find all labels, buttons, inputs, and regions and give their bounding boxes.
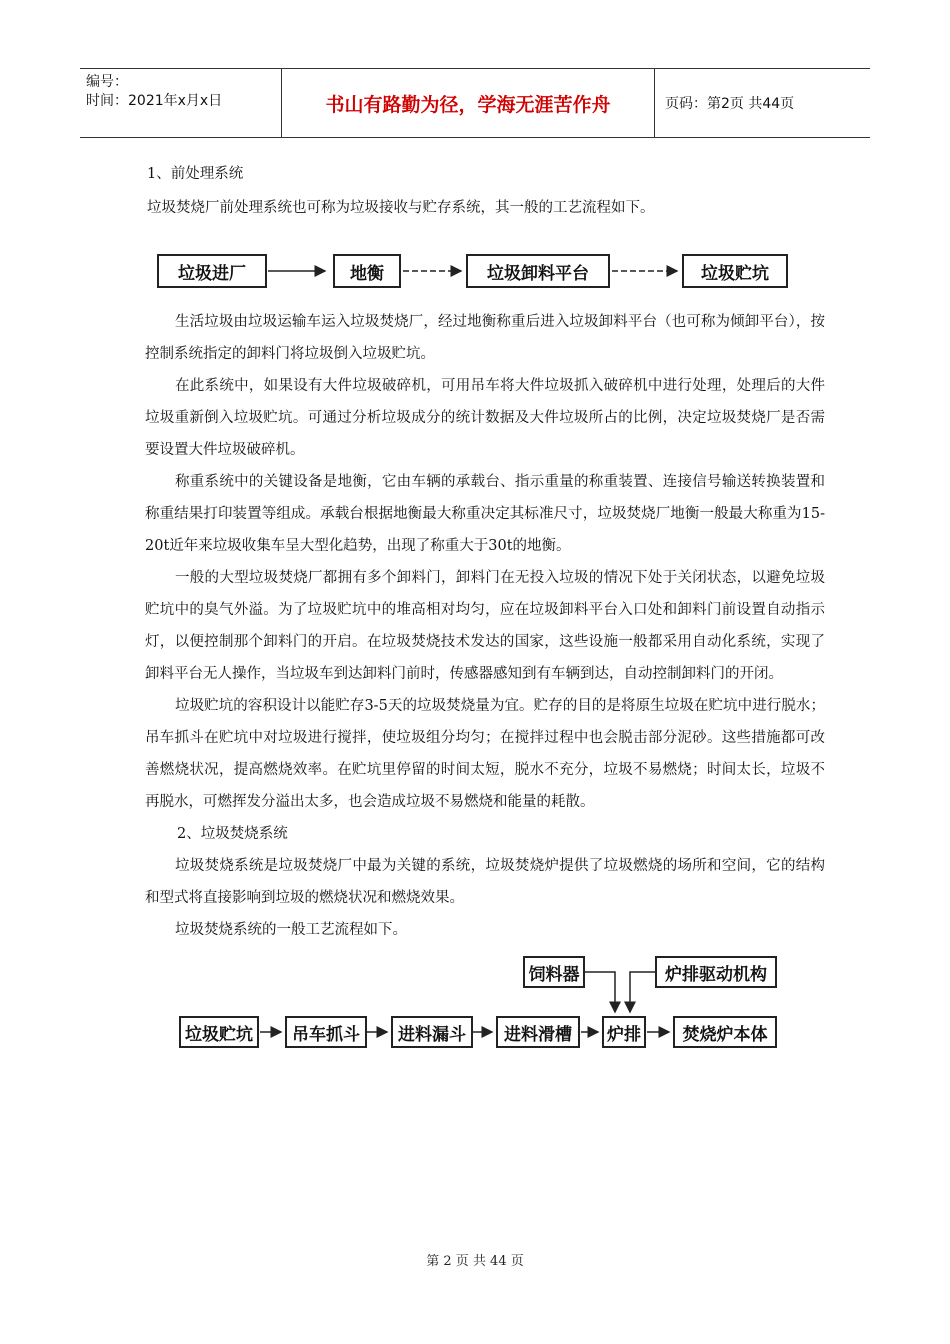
time-label: 时间：2021年x月x日 <box>86 93 223 109</box>
flow2-arrow-feeder <box>585 972 615 1012</box>
flow1-box-2: 地衡 <box>333 254 401 288</box>
flow2-box-2: 吊车抓斗 <box>285 1016 367 1048</box>
section2-heading: 2、垃圾焚烧系统 <box>177 826 288 842</box>
header-meta <box>80 69 282 137</box>
section1-intro: 垃圾焚烧厂前处理系统也可称为垃圾接收与贮存系统，其一般的工艺流程如下。 <box>147 200 655 216</box>
flow2-top-box-2: 炉排驱动机构 <box>655 956 777 988</box>
section2-paragraph-2: 垃圾焚烧系统的一般工艺流程如下。 <box>175 922 407 938</box>
header-page-info: 页码：第2页 共44页 <box>665 96 795 112</box>
flow1-box-4: 垃圾贮坑 <box>682 254 788 288</box>
incineration-flow-diagram <box>145 954 825 1064</box>
number-label: 编号： <box>86 74 128 90</box>
flow2-box-6: 焚烧炉本体 <box>673 1016 777 1048</box>
flow1-box-1: 垃圾进厂 <box>157 254 267 288</box>
section2-paragraph-1: 垃圾焚烧系统是垃圾焚烧厂中最为关键的系统，垃圾焚烧炉提供了垃圾燃烧的场所和空间，它的结构和型式将直接影响到垃圾的燃烧状况和燃烧效果。 <box>145 858 825 906</box>
flow2-box-5: 炉排 <box>602 1016 646 1048</box>
flow2-box-1: 垃圾贮坑 <box>179 1016 259 1048</box>
page-header <box>80 68 870 138</box>
flow2-box-4: 进料滑槽 <box>496 1016 580 1048</box>
document-body <box>145 158 825 1064</box>
section1-paragraph-4: 一般的大型垃圾焚烧厂都拥有多个卸料门，卸料门在无投入垃圾的情况下处于关闭状态，以避免垃圾贮坑中的臭气外溢。为了垃圾贮坑中的堆高相对均匀，应在垃圾卸料平台入口处和卸料门前设置自动指示灯，以便控制那个卸料门的开启。在垃圾焚烧技术发达的国家，这些设施一般都采用自动化系统，实现了卸料平台无人操作，当垃圾车到达卸料门前时，传感器感知到有车辆到达，自动控制卸料门的开闭。 <box>145 570 825 682</box>
section1-paragraph-2: 在此系统中，如果设有大件垃圾破碎机，可用吊车将大件垃圾抓入破碎机中进行处理，处理后的大件垃圾重新倒入垃圾贮坑。可通过分析垃圾成分的统计数据及大件垃圾所占的比例，决定垃圾焚烧厂是否需要设置大件垃圾破碎机。 <box>145 378 825 458</box>
section1-paragraph-5: 垃圾贮坑的容积设计以能贮存3-5天的垃圾焚烧量为宜。贮存的目的是将原生垃圾在贮坑中进行脱水；吊车抓斗在贮坑中对垃圾进行搅拌，使垃圾组分均匀；在搅拌过程中也会脱击部分泥砂。这些措施都可改善燃烧状况，提高燃烧效率。在贮坑里停留的时间太短，脱水不充分，垃圾不易燃烧；时间太长，垃圾不再脱水，可燃挥发分溢出太多，也会造成垃圾不易燃烧和能量的耗散。 <box>145 698 825 810</box>
flow2-arrow-drive <box>630 972 655 1012</box>
page-footer: 第 2 页 共 44 页 <box>426 1254 524 1269</box>
flow2-box-3: 进料漏斗 <box>391 1016 473 1048</box>
section1-paragraph-1: 生活垃圾由垃圾运输车运入垃圾焚烧厂，经过地衡称重后进入垃圾卸料平台（也可称为倾卸平台），按控制系统指定的卸料门将垃圾倒入垃圾贮坑。 <box>145 314 825 362</box>
pretreatment-flow-diagram <box>145 224 825 306</box>
section1-paragraph-3: 称重系统中的关键设备是地衡，它由车辆的承载台、指示重量的称重装置、连接信号输送转换装置和称重结果打印装置等组成。承载台根据地衡最大称重决定其标准尺寸，垃圾焚烧厂地衡一般最大称重为15-20t近年来垃圾收集车呈大型化趋势，出现了称重大于30t的地衡。 <box>145 474 825 554</box>
flow2-top-box-1: 饲料器 <box>523 956 585 988</box>
section1-heading: 1、前处理系统 <box>147 166 244 182</box>
header-motto: 书山有路勤为径，学海无涯苦作舟 <box>282 69 655 137</box>
flow1-box-3: 垃圾卸料平台 <box>466 254 610 288</box>
